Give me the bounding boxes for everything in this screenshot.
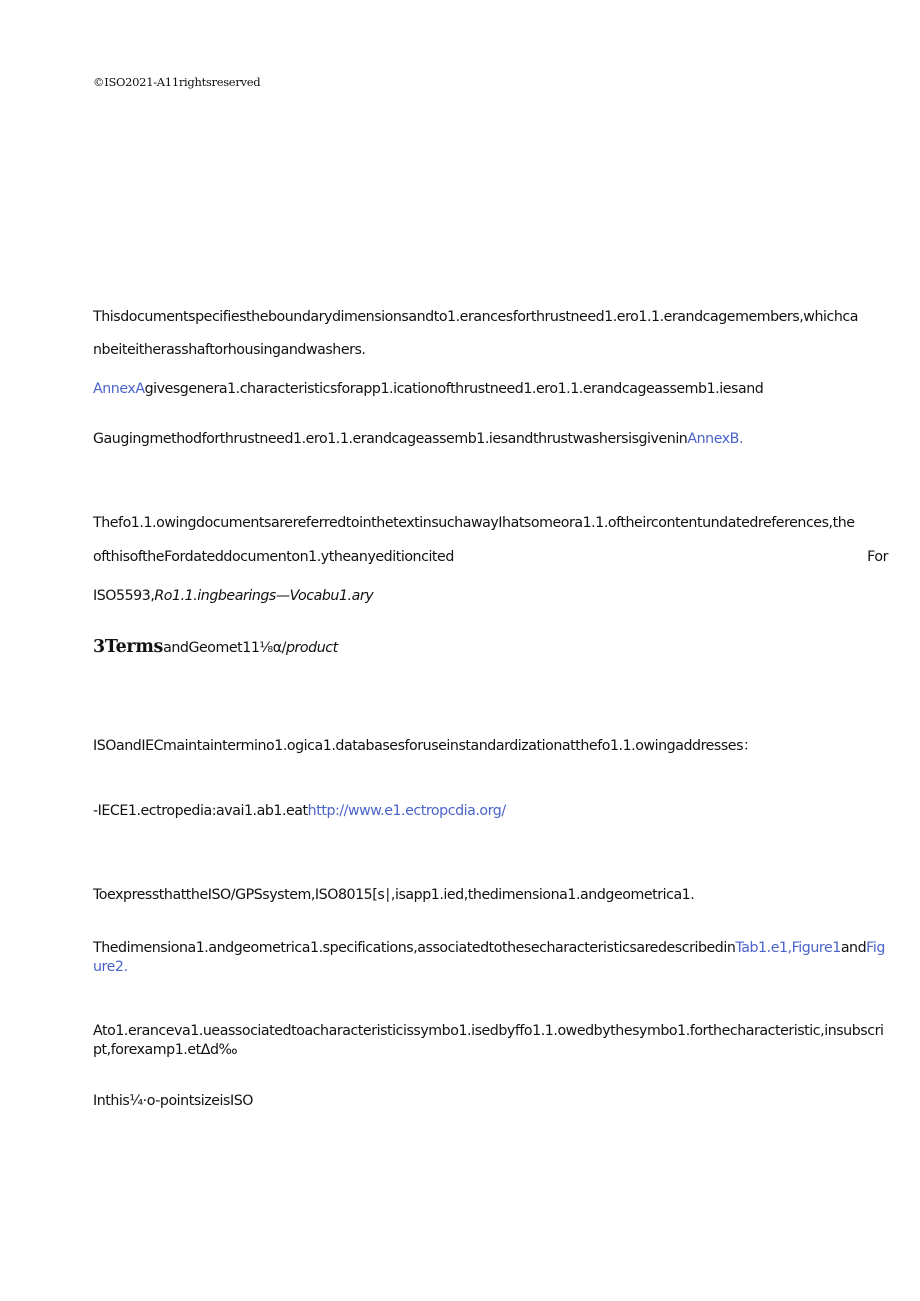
scope-paragraph-line-2: nbeiteitherasshaftorhousingandwashers. bbox=[93, 342, 366, 358]
section-3-heading-rest: andGeomet11⅛α/ bbox=[163, 640, 286, 656]
and-text: and bbox=[840, 940, 867, 956]
annex-a-link[interactable]: AnnexA bbox=[93, 381, 145, 397]
tolerance-paragraph: Ato1.eranceva1.ueassociatedtoacharacteristicissymbo1.isedbyffo1.1.owedbythesymbo1.forthecharacteristic,insubscript,forexamp1.etΔd‰ bbox=[93, 1023, 884, 1058]
copyright-notice: ©ISO2021-A11rightsreserved bbox=[93, 75, 261, 89]
annex-a-text: givesgenera1.characteristicsforapp1.icationofthrustneed1.ero1.1.erandcageassemb1.iesand bbox=[144, 381, 764, 397]
normative-line-1: Thefo1.1.owingdocumentsarereferredtointhetextinsuchawayIhatsomeora1.1.oftheircontentundatedreferences,the bbox=[93, 515, 855, 531]
section-3-heading bbox=[93, 636, 888, 659]
figure-1-link[interactable]: Figure1 bbox=[791, 940, 841, 956]
section-3-heading-bold: 3Terms bbox=[93, 637, 164, 657]
table-1-link[interactable]: Tab1.e1, bbox=[735, 940, 792, 956]
point-size-text: Inthis¼·o-pointsizeisISO bbox=[93, 1093, 253, 1109]
reference-number: ISO5593, bbox=[93, 588, 155, 604]
normative-reference bbox=[93, 587, 888, 606]
iec-electropedia-link[interactable]: http://www.e1.ectropcdia.org/ bbox=[307, 803, 506, 819]
iec-electropedia-prefix: -IECE1.ectropedia:avai1.ab1.eat bbox=[93, 803, 308, 819]
reference-title: Ro1.1.ingbearings—Vocabu1.ary bbox=[154, 588, 374, 604]
normative-line-2 bbox=[93, 548, 888, 567]
gps-specifications-paragraph bbox=[93, 939, 888, 977]
gps-express-text: ToexpressthattheISO/GPSsystem,ISO8015[s∣,isapp1.ied,thedimensiona1.andgeometrica1. bbox=[93, 887, 695, 903]
iec-electropedia-line bbox=[93, 802, 888, 821]
gauging-text: Gaugingmethodforthrustneed1.ero1.1.erandcageassemb1.iesandthrustwashersisgivenin bbox=[93, 431, 688, 447]
annex-a-paragraph bbox=[93, 380, 888, 399]
terminology-databases-text: ISOandIECmaintaintermino1.ogica1.databasesforuseinstandardizationatthefo1.1.owingaddresses： bbox=[93, 738, 757, 754]
gps-spec-text: Thedimensiona1.andgeometrica1.specifications,associatedtothesecharacteristicsaredescribedin bbox=[93, 940, 736, 956]
scope-paragraph-line-1: Thisdocumentspecifiestheboundarydimensionsandto1.erancesforthrustneed1.ero1.1.erandcagemembers,whichca bbox=[93, 309, 858, 325]
normative-line-2-for: For bbox=[867, 549, 888, 565]
annex-b-link[interactable]: AnnexB. bbox=[687, 431, 744, 447]
gauging-paragraph bbox=[93, 430, 888, 449]
section-3-heading-italic: product bbox=[285, 640, 338, 656]
normative-line-2-text: ofthisoftheFordateddocumenton1.ytheanyeditioncited bbox=[93, 549, 454, 565]
figure-2-link[interactable]: Figure2. bbox=[93, 940, 885, 975]
